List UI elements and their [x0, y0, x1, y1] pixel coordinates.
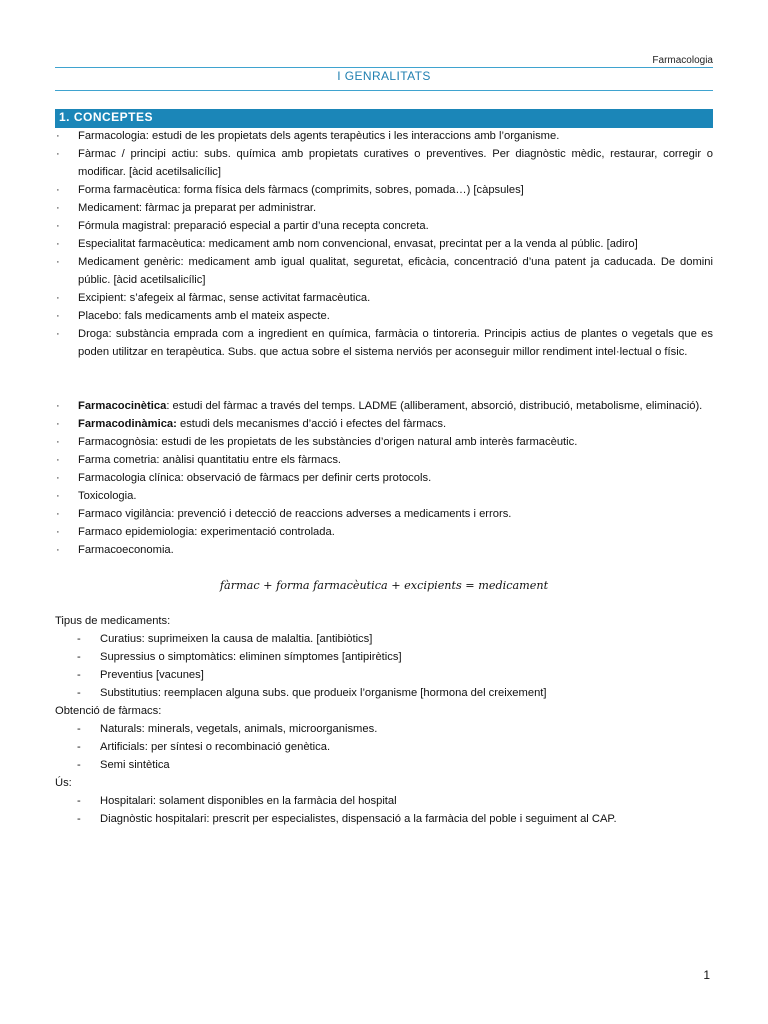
- running-header: Farmacologia: [652, 55, 713, 66]
- header-rule-bottom: [55, 90, 713, 91]
- list-item: · Medicament genèric: medicament amb igual qualitat, seguretat, eficàcia, concentració d’una patent ja caducada. De domini públic. [àcid acetilsalicílic]: [56, 256, 713, 286]
- list-item: - Naturals: minerals, vegetals, animals, microorganismes.: [77, 723, 378, 735]
- types-heading: Tipus de medicaments:: [55, 615, 171, 627]
- list-item: · Farmacologia clínica: observació de fàrmacs per definir certs protocols.: [56, 472, 432, 484]
- list-item: · Farmacoeconomia.: [56, 544, 174, 556]
- list-item: - Curatius: suprimeixen la causa de malaltia. [antibiòtics]: [77, 633, 373, 645]
- list-item: · Farma cometria: anàlisi quantitatiu entre els fàrmacs.: [56, 454, 342, 466]
- list-item: · Fàrmac / principi actiu: subs. química amb propietats curatives o preventives. Per diagnòstic mèdic, restaurar, corregir o modificar. [àcid acetilsalicílic]: [56, 148, 713, 178]
- list-item: · Toxicologia.: [56, 490, 137, 502]
- uses-list: [55, 792, 713, 828]
- page-number: 1: [703, 968, 710, 982]
- list-item: - Substitutius: reemplacen alguna subs. que produeix l’organisme [hormona del creixement]: [77, 687, 547, 699]
- list-item: · Forma farmacèutica: forma física dels fàrmacs (comprimits, sobres, pomada…) [càpsules]: [56, 184, 524, 196]
- obtaining-list: [55, 720, 713, 774]
- list-item: · Placebo: fals medicaments amb el mateix aspecte.: [56, 310, 330, 322]
- list-item: · Medicament: fàrmac ja preparat per administrar.: [56, 202, 317, 214]
- list-item: · Farmaco epidemiologia: experimentació controlada.: [56, 526, 335, 538]
- obtaining-heading: Obtenció de fàrmacs:: [55, 705, 162, 717]
- list-item: · Farmaco vigilància: prevenció i detecció de reaccions adverses a medicaments i errors.: [56, 508, 512, 520]
- list-item: · Farmacognòsia: estudi de les propietats de les substàncies d’origen natural amb interès farmacèutic.: [56, 436, 578, 448]
- concepts-list: [55, 127, 713, 361]
- list-item: - Artificials: per síntesi o recombinació genètica.: [77, 741, 331, 753]
- list-item: - Diagnòstic hospitalari: prescrit per especialistes, dispensació a la farmàcia del poble i seguiment al CAP.: [77, 813, 617, 825]
- header-rule-top: [55, 67, 713, 68]
- list-item: - Preventius [vacunes]: [77, 669, 204, 681]
- list-item: · Farmacologia: estudi de les propietats dels agents terapèutics i les interaccions amb l’organisme.: [56, 130, 560, 142]
- list-item: · Farmacocinètica: estudi del fàrmac a través del temps. LADME (alliberament, absorció, distribució, metabolisme, eliminació).: [56, 400, 703, 412]
- list-item: - Semi sintètica: [77, 759, 170, 771]
- list-item: - Supressius o simptomàtics: eliminen símptomes [antipirètics]: [77, 651, 402, 663]
- uses-heading: Ús:: [55, 777, 72, 789]
- list-item: · Farmacodinàmica: estudi dels mecanismes d’acció i efectes del fàrmacs.: [56, 418, 447, 430]
- list-item: · Especialitat farmacèutica: medicament amb nom convencional, envasat, precintat per a la venda al públic. [adiro]: [56, 238, 638, 250]
- formula: fàrmac + forma farmacèutica + excipients = medicament: [219, 579, 549, 592]
- list-item: · Droga: substància emprada com a ingredient en química, farmàcia o tintoreria. Principis actius de plantes o vegetals que es poden utilitzar en terapèutica. Subs. que actua sobre el sistema nerviós per aconseguir millor rendiment intel·lectual o físic.: [56, 328, 713, 358]
- list-item: · Excipient: s’afegeix al fàrmac, sense activitat farmacèutica.: [56, 292, 371, 304]
- section-heading: 1. CONCEPTES: [55, 109, 713, 128]
- list-item: · Fórmula magistral: preparació especial a partir d’una recepta concreta.: [56, 220, 429, 232]
- types-list: [55, 630, 713, 702]
- list-item: - Hospitalari: solament disponibles en la farmàcia del hospital: [77, 795, 397, 807]
- chapter-title: I GENRALITATS: [337, 69, 431, 83]
- concepts-list-2: [55, 397, 713, 559]
